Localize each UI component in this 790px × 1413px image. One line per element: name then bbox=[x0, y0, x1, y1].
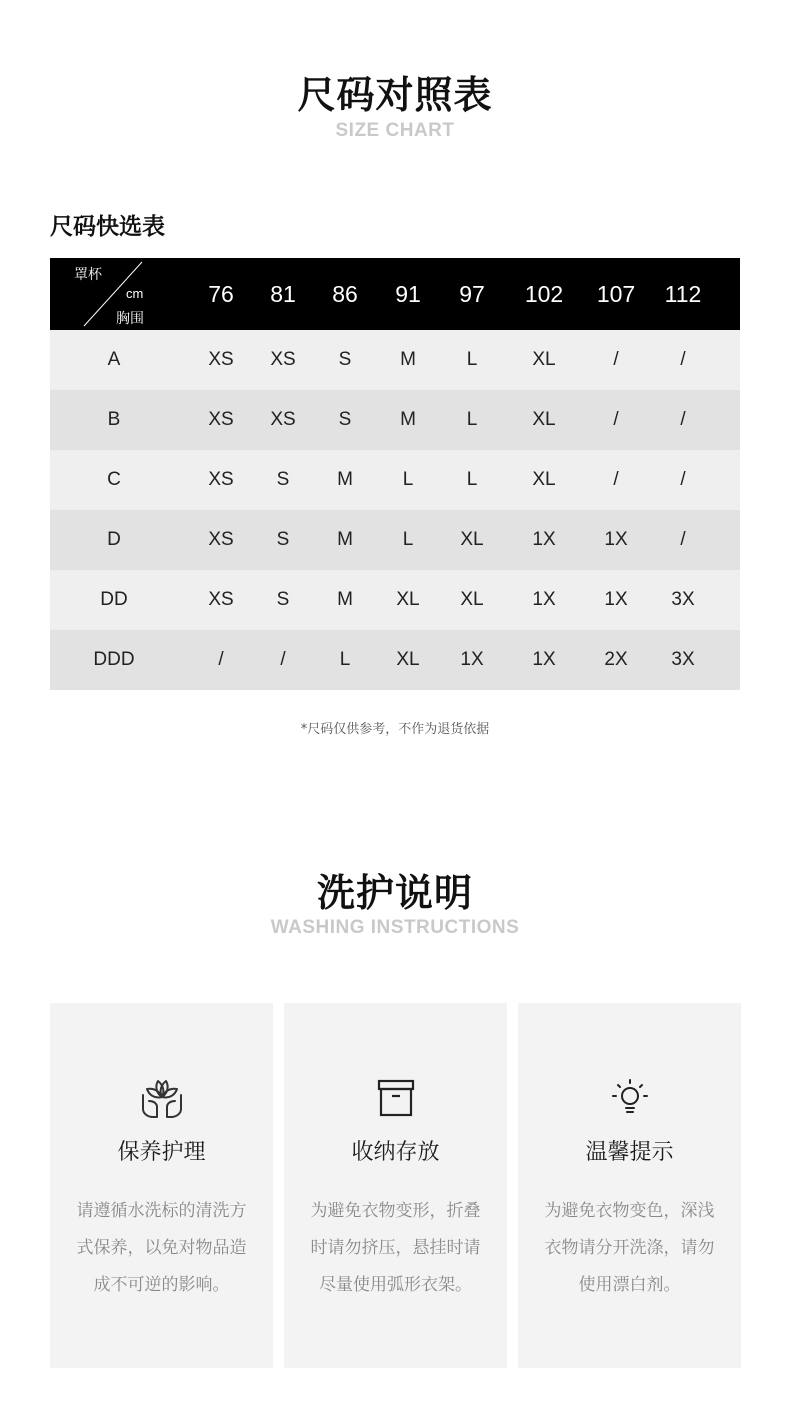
care-card-title: 保养护理 bbox=[117, 1140, 206, 1165]
size-cell: M bbox=[337, 589, 353, 610]
corner-label-unit: cm bbox=[126, 286, 144, 301]
size-cell: XS bbox=[208, 409, 234, 430]
size-cell: 1X bbox=[604, 589, 628, 610]
size-cell: S bbox=[276, 529, 290, 550]
table-row bbox=[50, 390, 740, 450]
header-bust-112: 112 bbox=[664, 281, 702, 307]
size-cell: XS bbox=[270, 409, 296, 430]
cup-label: DD bbox=[100, 589, 128, 610]
size-cell: XL bbox=[396, 589, 420, 610]
size-cell: XS bbox=[270, 349, 296, 370]
cup-label: DDD bbox=[93, 649, 135, 670]
lightbulb-icon bbox=[607, 1075, 653, 1121]
size-cell: XS bbox=[208, 469, 234, 490]
size-cell: M bbox=[337, 529, 353, 550]
header-bust-76: 76 bbox=[208, 281, 234, 307]
size-cell: XL bbox=[460, 529, 484, 550]
cup-label: D bbox=[107, 529, 121, 550]
size-cell: XS bbox=[208, 589, 234, 610]
table-row bbox=[50, 450, 740, 510]
table-row bbox=[50, 510, 740, 570]
size-cell: S bbox=[338, 349, 352, 370]
size-cell: L bbox=[339, 649, 351, 670]
size-cell: 3X bbox=[671, 649, 695, 670]
size-cell: 1X bbox=[532, 589, 556, 610]
cup-label: B bbox=[107, 409, 121, 430]
corner-label-bust: 胸围 bbox=[116, 311, 144, 327]
size-cell: L bbox=[466, 349, 478, 370]
care-card-line: 时请勿挤压，悬挂时请 bbox=[310, 1238, 481, 1258]
cup-label: A bbox=[107, 349, 121, 370]
size-cell: XS bbox=[208, 529, 234, 550]
header-bust-91: 91 bbox=[395, 281, 421, 307]
size-cell: 3X bbox=[671, 589, 695, 610]
plant-icon bbox=[139, 1075, 185, 1121]
care-card-line: 为避免衣物变形，折叠 bbox=[310, 1201, 481, 1221]
care-card-maintenance bbox=[50, 1003, 273, 1368]
size-cell: 1X bbox=[532, 529, 556, 550]
size-cell: 1X bbox=[604, 529, 628, 550]
size-cell: / bbox=[218, 649, 224, 670]
care-card-line: 请遵循水洗标的清洗方 bbox=[76, 1201, 247, 1221]
size-cell: / bbox=[680, 349, 686, 370]
size-cell: / bbox=[613, 409, 619, 430]
table-corner-cell bbox=[50, 258, 150, 330]
size-cell: M bbox=[400, 409, 416, 430]
care-card-title: 温馨提示 bbox=[585, 1140, 674, 1165]
size-cell: L bbox=[466, 409, 478, 430]
table-row bbox=[50, 570, 740, 630]
care-card-line: 成不可逆的影响。 bbox=[93, 1275, 230, 1295]
washing-subtitle: WASHING INSTRUCTIONS bbox=[270, 917, 520, 938]
size-cell: S bbox=[276, 469, 290, 490]
size-cell: XL bbox=[460, 589, 484, 610]
size-cell: / bbox=[613, 349, 619, 370]
care-card-line: 尽量使用弧形衣架。 bbox=[319, 1275, 472, 1295]
table-row bbox=[50, 330, 740, 390]
care-card-description bbox=[62, 1193, 261, 1304]
header-bust-86: 86 bbox=[332, 281, 358, 307]
care-card-line: 为避免衣物变色，深浅 bbox=[544, 1201, 715, 1221]
size-cell: L bbox=[466, 469, 478, 490]
header-bust-102: 102 bbox=[524, 281, 564, 307]
size-cell: XL bbox=[396, 649, 420, 670]
size-cell: / bbox=[680, 469, 686, 490]
size-cell: L bbox=[402, 529, 414, 550]
size-disclaimer-note: *尺码仅供参考，不作为退货依据 bbox=[300, 722, 490, 737]
size-cell: XL bbox=[532, 409, 556, 430]
size-chart-title: 尺码对照表 bbox=[297, 73, 493, 117]
header-bust-97: 97 bbox=[459, 281, 485, 307]
size-cell: XL bbox=[532, 469, 556, 490]
storage-box-icon bbox=[373, 1075, 419, 1121]
corner-label-cup: 罩杯 bbox=[74, 267, 102, 283]
cup-label: C bbox=[107, 469, 121, 490]
size-cell: 1X bbox=[460, 649, 484, 670]
size-cell: M bbox=[337, 469, 353, 490]
size-cell: 1X bbox=[532, 649, 556, 670]
care-card-line: 式保养，以免对物品造 bbox=[76, 1238, 247, 1258]
size-table bbox=[50, 258, 740, 690]
size-cell: M bbox=[400, 349, 416, 370]
size-cell: S bbox=[276, 589, 290, 610]
size-cell: S bbox=[338, 409, 352, 430]
size-cell: / bbox=[280, 649, 286, 670]
care-card-description bbox=[530, 1193, 729, 1304]
size-cell: XS bbox=[208, 349, 234, 370]
header-bust-81: 81 bbox=[270, 281, 296, 307]
header-bust-107: 107 bbox=[596, 281, 636, 307]
size-cell: XL bbox=[532, 349, 556, 370]
table-row bbox=[50, 630, 740, 690]
size-table-header bbox=[50, 258, 740, 330]
care-card-storage bbox=[284, 1003, 507, 1368]
size-cell: / bbox=[680, 409, 686, 430]
care-card-line: 衣物请分开洗涤，请勿 bbox=[544, 1238, 715, 1258]
size-cell: / bbox=[680, 529, 686, 550]
size-cell: / bbox=[613, 469, 619, 490]
size-cell: 2X bbox=[604, 649, 628, 670]
washing-title: 洗护说明 bbox=[316, 871, 473, 915]
size-cell: L bbox=[402, 469, 414, 490]
care-card-line: 使用漂白剂。 bbox=[578, 1275, 681, 1295]
care-card-description bbox=[296, 1193, 495, 1304]
care-card-tips bbox=[518, 1003, 741, 1368]
quick-table-title: 尺码快选表 bbox=[50, 214, 165, 240]
size-chart-subtitle: SIZE CHART bbox=[335, 120, 455, 141]
care-card-title: 收纳存放 bbox=[351, 1140, 440, 1165]
